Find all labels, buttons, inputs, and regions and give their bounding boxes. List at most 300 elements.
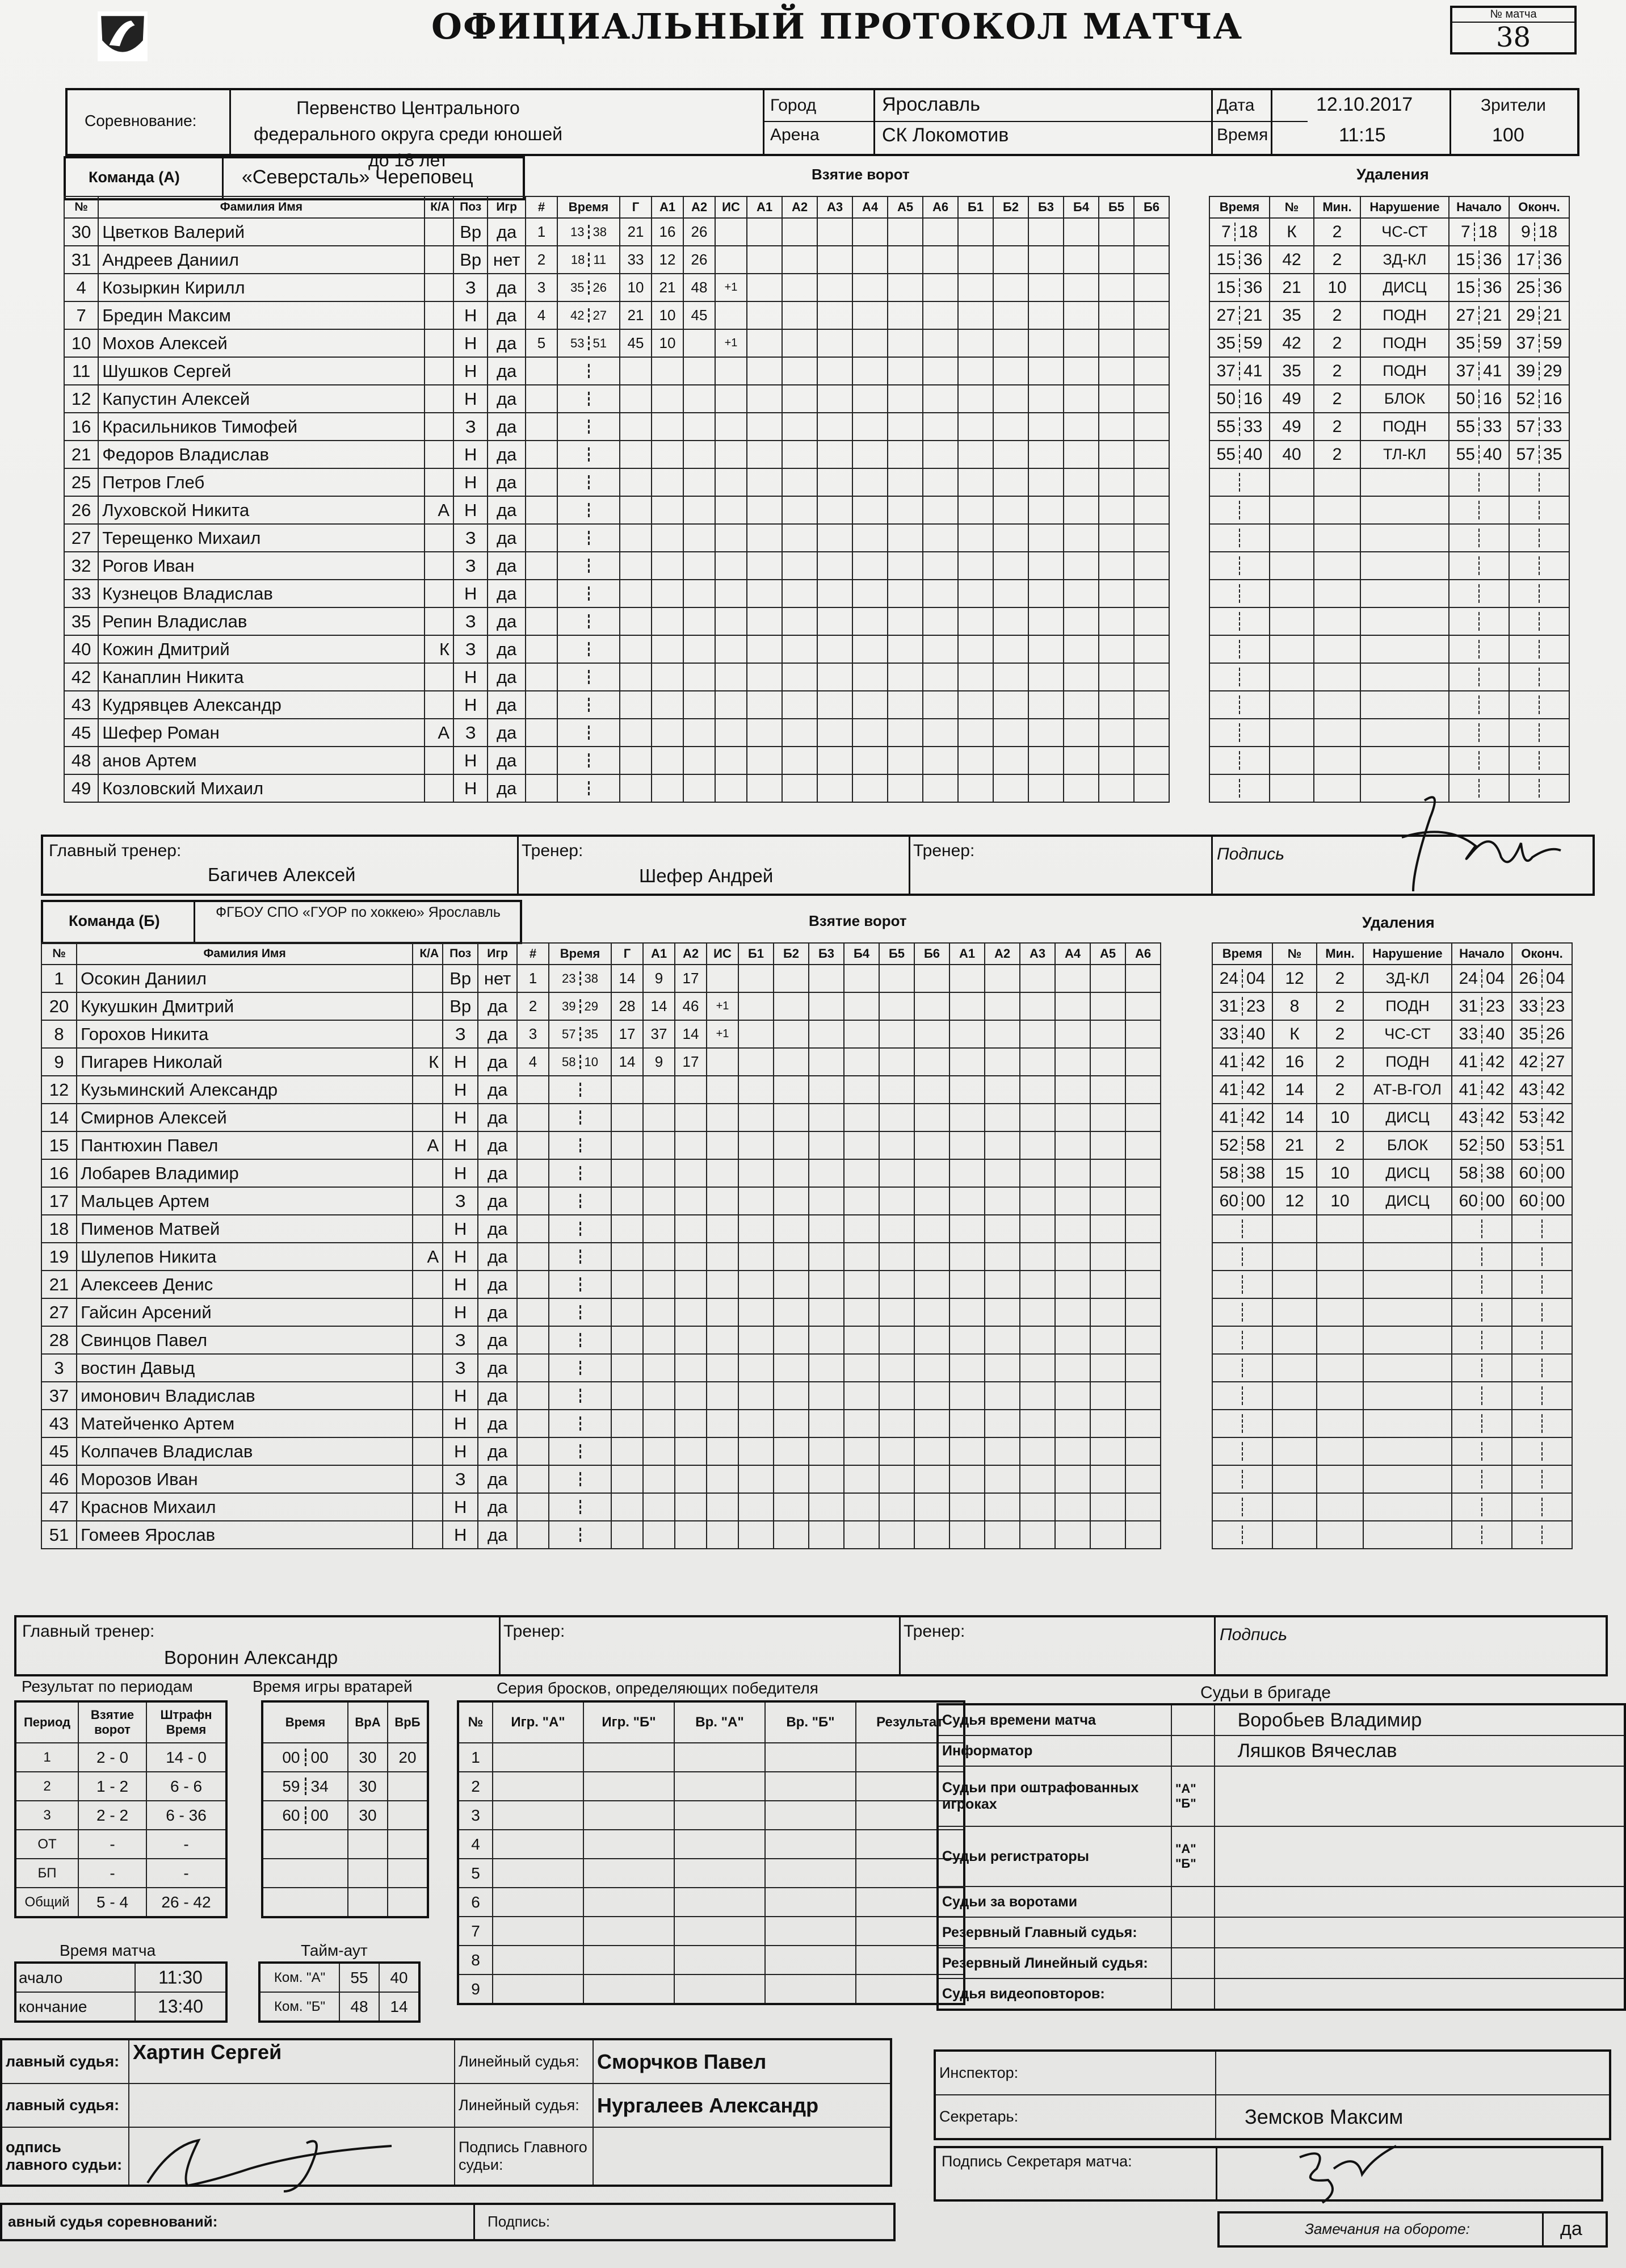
goal-line-cell	[852, 413, 888, 441]
goal-line-cell	[958, 552, 993, 580]
goal-line-cell	[1090, 1465, 1125, 1493]
table-row	[41, 1465, 517, 1493]
penalty-minute: 55	[1216, 417, 1236, 436]
goal-line-cell	[774, 1382, 809, 1410]
notes-label: Замечания на обороте:	[1305, 2220, 1470, 2237]
goalie-min: 60	[282, 1806, 300, 1824]
table-row	[64, 301, 526, 329]
goal-line-cell	[738, 1521, 774, 1549]
shootout-cell	[765, 1801, 856, 1830]
penalty-violation	[1363, 1271, 1452, 1298]
goal-assist-2	[675, 1521, 707, 1549]
penalty-player	[1270, 635, 1314, 663]
goal-situation	[707, 1215, 738, 1243]
penalty-end	[1509, 580, 1569, 607]
goal-line-cell	[1064, 552, 1099, 580]
goal-line-cell	[782, 663, 817, 691]
goal-line-cell	[844, 992, 879, 1020]
goal-time	[557, 663, 620, 691]
penalty-end	[1509, 607, 1569, 635]
player-name: Свинцов Павел	[77, 1326, 413, 1354]
goal-line-cell	[817, 607, 852, 635]
goal-time	[557, 218, 620, 246]
goal-line-cell	[809, 1521, 844, 1549]
goal-number	[517, 1187, 549, 1215]
goalies-title: Время игры вратарей	[253, 1678, 413, 1695]
goal-number: 1	[517, 965, 549, 992]
penalty-end	[1512, 1437, 1572, 1465]
team-b-penalties-title: Удаления	[1362, 914, 1435, 931]
goal-line-cell	[985, 1354, 1020, 1382]
penalty-row	[1209, 663, 1569, 691]
goal-scorer	[611, 1465, 643, 1493]
goal-line-cell	[1055, 1076, 1090, 1104]
goalie-sec: 00	[310, 1806, 329, 1824]
player-role	[425, 774, 453, 802]
goal-line-cell	[844, 1354, 879, 1382]
goal-line-cell	[809, 1076, 844, 1104]
goal-line-cell	[1134, 468, 1169, 496]
goal-scorer	[611, 1076, 643, 1104]
player-position: З	[453, 552, 488, 580]
penalty-time	[1212, 1271, 1272, 1298]
goal-line-cell	[1055, 1215, 1090, 1243]
goal-line-cell	[1090, 1048, 1125, 1076]
team-a-coaches	[41, 835, 1595, 896]
penalty-minutes	[1317, 1437, 1363, 1465]
player-role	[413, 992, 443, 1020]
penalty-begin	[1452, 1131, 1512, 1159]
goal-time	[557, 329, 620, 357]
player-played: да	[478, 1048, 517, 1076]
penalty-row	[1212, 1298, 1572, 1326]
goalie-time	[262, 1859, 348, 1888]
goal-line-cell	[747, 496, 782, 524]
penalty-minutes: 10	[1317, 1104, 1363, 1131]
player-number: 48	[64, 747, 98, 774]
goal-line-cell	[738, 965, 774, 992]
goal-line-cell	[949, 1521, 985, 1549]
penalty-end	[1512, 1493, 1572, 1521]
goal-time	[557, 413, 620, 441]
goal-time	[549, 992, 611, 1020]
goal-line-cell	[914, 1298, 949, 1326]
penalty-begin	[1449, 496, 1509, 524]
roster-header-play: Игр	[488, 196, 526, 218]
goal-minute: 18	[570, 252, 585, 267]
penalty-violation: ПОДН	[1360, 329, 1449, 357]
team-a-coach: Багичев Алексей	[208, 864, 356, 885]
penalty-minutes	[1314, 607, 1360, 635]
goal-line-cell	[844, 1187, 879, 1215]
shootout-cell	[765, 1974, 856, 2004]
goals-header-line: А2	[782, 196, 817, 218]
goal-line-cell	[1020, 1437, 1055, 1465]
goal-assist-2	[683, 441, 715, 468]
goal-line-cell	[1028, 218, 1064, 246]
player-position: Н	[443, 1382, 478, 1410]
table-row	[64, 357, 526, 385]
goal-assist-2	[683, 385, 715, 413]
goal-line-cell	[1125, 1493, 1161, 1521]
goal-line-cell	[817, 691, 852, 719]
goal-scorer	[611, 1131, 643, 1159]
penalty-violation	[1360, 607, 1449, 635]
goal-assist-2	[675, 1437, 707, 1465]
goal-assist-1	[652, 663, 683, 691]
goal-line-cell	[774, 1215, 809, 1243]
info-block	[65, 88, 1579, 170]
player-played: нет	[488, 246, 526, 274]
goal-line-cell	[1020, 992, 1055, 1020]
player-played: да	[478, 1159, 517, 1187]
player-name: Гайсин Арсений	[77, 1298, 413, 1326]
goal-line-cell	[782, 441, 817, 468]
goal-assist-1	[643, 1159, 675, 1187]
goal-line-cell	[993, 385, 1028, 413]
penalty-begin	[1452, 1048, 1512, 1076]
team-b-penalties-table	[1212, 942, 1573, 1549]
goal-line-cell	[774, 992, 809, 1020]
penalty-row	[1212, 1410, 1572, 1437]
penalty-begin-sec: 36	[1483, 250, 1502, 269]
team-a-goals-table	[525, 196, 1170, 803]
penalty-begin	[1452, 1298, 1512, 1326]
arena-label: Арена	[770, 125, 820, 144]
player-role	[425, 413, 453, 441]
penalty-end-min: 17	[1516, 250, 1535, 269]
penalty-row	[1209, 580, 1569, 607]
penalty-player	[1272, 1410, 1317, 1437]
penalty-minutes	[1317, 1382, 1363, 1410]
player-position: Н	[453, 357, 488, 385]
goal-line-cell	[1055, 1131, 1090, 1159]
penalty-end	[1512, 1076, 1572, 1104]
player-role	[413, 1104, 443, 1131]
team-a-coach2: Шефер Андрей	[639, 865, 774, 886]
penalty-violation	[1360, 496, 1449, 524]
penalty-time	[1212, 1104, 1272, 1131]
goal-line-cell	[993, 552, 1028, 580]
player-number: 35	[64, 607, 98, 635]
penalty-violation	[1363, 1465, 1452, 1493]
goal-line-cell	[1090, 1243, 1125, 1271]
penalty-begin	[1452, 1465, 1512, 1493]
goal-assist-2: 17	[675, 965, 707, 992]
goal-line-cell	[852, 607, 888, 635]
goal-assist-1	[652, 691, 683, 719]
goal-line-cell	[985, 1465, 1020, 1493]
goal-assist-1: 16	[652, 218, 683, 246]
goal-line-cell	[958, 747, 993, 774]
goal-row	[517, 1048, 1161, 1076]
goal-line-cell	[1055, 992, 1090, 1020]
table-row	[41, 1493, 517, 1521]
officials-title: Судьи в бригаде	[1200, 1683, 1331, 1702]
penalty-row	[1212, 1104, 1572, 1131]
player-name: Андреев Даниил	[98, 246, 424, 274]
goal-line-cell	[1099, 274, 1134, 301]
penalty-end	[1512, 1243, 1572, 1271]
goals-header-line: А5	[1090, 943, 1125, 965]
penalty-end	[1509, 552, 1569, 580]
shootout-cell	[765, 1946, 856, 1974]
goal-scorer	[611, 1104, 643, 1131]
table-row	[41, 1326, 517, 1354]
roster-header-num: №	[64, 196, 98, 218]
goal-second: 26	[593, 280, 607, 295]
shootout-cell	[674, 1946, 765, 1974]
goal-line-cell	[914, 1076, 949, 1104]
goal-number	[517, 1243, 549, 1271]
goal-assist-2	[675, 1382, 707, 1410]
shootout-cell	[583, 1830, 674, 1859]
goal-row	[526, 246, 1169, 274]
shootout-cell	[674, 1743, 765, 1772]
goal-assist-1	[652, 607, 683, 635]
period-row	[15, 1743, 226, 1772]
player-played: да	[488, 357, 526, 385]
goal-line-cell	[852, 301, 888, 329]
goal-line-cell	[1125, 1243, 1161, 1271]
goal-number	[526, 468, 557, 496]
goal-line-cell	[817, 496, 852, 524]
penalty-begin	[1452, 1354, 1512, 1382]
player-role	[425, 329, 453, 357]
goal-line-cell	[879, 1521, 914, 1549]
goal-line-cell	[1090, 1326, 1125, 1354]
goalie-b: 20	[388, 1743, 428, 1772]
goal-line-cell	[817, 357, 852, 385]
penalty-minute: 7	[1221, 222, 1231, 241]
player-number: 10	[64, 329, 98, 357]
player-role	[413, 1187, 443, 1215]
goal-line-cell	[993, 524, 1028, 552]
goal-line-cell	[1028, 385, 1064, 413]
goal-assist-2: 26	[683, 246, 715, 274]
player-played: да	[488, 552, 526, 580]
penalty-player	[1272, 1243, 1317, 1271]
goal-line-cell	[1020, 1159, 1055, 1187]
inspector-value	[1216, 2051, 1610, 2095]
goal-line-cell	[1099, 329, 1134, 357]
official-label: Резервный Линейный судья:	[938, 1948, 1171, 1978]
goal-line-cell	[985, 1437, 1020, 1465]
goal-line-cell	[914, 1354, 949, 1382]
goal-line-cell	[1020, 1298, 1055, 1326]
player-name: Кожин Дмитрий	[98, 635, 424, 663]
table-row	[41, 1048, 517, 1076]
goal-time	[549, 1521, 611, 1549]
goal-line-cell	[852, 496, 888, 524]
goal-line-cell	[993, 246, 1028, 274]
goal-line-cell	[1099, 580, 1134, 607]
goal-situation	[707, 1493, 738, 1521]
goal-situation	[715, 719, 747, 747]
penalty-player: 15	[1272, 1159, 1317, 1187]
goal-line-cell	[1099, 413, 1134, 441]
main-referee-signature	[136, 2129, 409, 2197]
goal-line-cell	[1125, 1298, 1161, 1326]
goal-time	[549, 965, 611, 992]
goal-time	[549, 1159, 611, 1187]
penalty-violation: ЗД-КЛ	[1363, 965, 1452, 992]
shootout-cell	[765, 1888, 856, 1917]
goalie-row	[262, 1772, 428, 1801]
goal-row	[526, 607, 1169, 635]
competition-referee-row	[0, 2203, 896, 2241]
goal-row	[517, 1271, 1161, 1298]
goal-line-cell	[782, 246, 817, 274]
penalty-begin-sec: 42	[1486, 1052, 1505, 1071]
goal-assist-2	[675, 1159, 707, 1187]
official-label: Судья видеоповторов:	[938, 1978, 1171, 2010]
penalty-violation: ПОДН	[1360, 413, 1449, 441]
goal-assist-1	[643, 1271, 675, 1298]
player-number: 46	[41, 1465, 77, 1493]
goal-line-cell	[809, 1326, 844, 1354]
penalty-minutes	[1314, 496, 1360, 524]
referees-table	[0, 2038, 892, 2187]
shootout-cell	[765, 1772, 856, 1801]
player-played: да	[488, 580, 526, 607]
goal-line-cell	[782, 468, 817, 496]
penalty-begin	[1449, 274, 1509, 301]
goal-line-cell	[852, 552, 888, 580]
player-name: востин Давыд	[77, 1354, 413, 1382]
goal-number	[526, 441, 557, 468]
penalty-row	[1209, 719, 1569, 747]
goal-line-cell	[888, 524, 923, 552]
goal-line-cell	[879, 992, 914, 1020]
goal-line-cell	[1020, 1354, 1055, 1382]
player-number: 15	[41, 1131, 77, 1159]
shootout-cell	[674, 1974, 765, 2004]
goal-line-cell	[774, 1131, 809, 1159]
goal-assist-2	[675, 1076, 707, 1104]
goal-assist-1: 12	[652, 246, 683, 274]
table-row	[64, 218, 526, 246]
player-position: З	[453, 413, 488, 441]
goal-line-cell	[852, 719, 888, 747]
goal-row	[517, 1104, 1161, 1131]
player-role	[425, 441, 453, 468]
goal-line-cell	[809, 1437, 844, 1465]
goal-scorer	[620, 357, 652, 385]
player-number: 47	[41, 1493, 77, 1521]
goal-scorer	[611, 1521, 643, 1549]
pen-header-min: Мин.	[1317, 943, 1363, 965]
penalty-player: 14	[1272, 1104, 1317, 1131]
notes-row	[1217, 2211, 1608, 2248]
official-label: Судьи при оштрафованных игроках	[938, 1766, 1171, 1826]
penalty-minutes	[1317, 1271, 1363, 1298]
periods-table	[14, 1700, 228, 1918]
shootout-cell	[493, 1743, 583, 1772]
penalty-row	[1209, 441, 1569, 468]
goal-assist-2	[675, 1298, 707, 1326]
player-number: 21	[41, 1271, 77, 1298]
goals-header-line: А1	[747, 196, 782, 218]
goal-situation	[715, 246, 747, 274]
goal-line-cell	[923, 607, 958, 635]
inspector-label: Инспектор:	[935, 2051, 1216, 2095]
penalty-row	[1209, 496, 1569, 524]
goalie-sec: 00	[310, 1748, 329, 1766]
goal-scorer	[620, 774, 652, 802]
penalty-time	[1209, 385, 1270, 413]
penalty-end	[1512, 1159, 1572, 1187]
goal-row	[526, 301, 1169, 329]
team-b-header	[41, 900, 522, 944]
goal-line-cell	[879, 1271, 914, 1298]
goal-line-cell	[958, 607, 993, 635]
goal-assist-1	[643, 1298, 675, 1326]
goal-line-cell	[817, 413, 852, 441]
penalty-player	[1272, 1354, 1317, 1382]
player-played: да	[488, 274, 526, 301]
official-label: Судьи регистраторы	[938, 1826, 1171, 1886]
goal-time	[549, 1020, 611, 1048]
goal-line-cell	[914, 1521, 949, 1549]
goal-assist-1	[643, 1326, 675, 1354]
goal-number	[517, 1465, 549, 1493]
goal-assist-2: 45	[683, 301, 715, 329]
goal-assist-2	[675, 1131, 707, 1159]
goal-row	[517, 1076, 1161, 1104]
goal-number	[526, 385, 557, 413]
penalty-minutes	[1314, 468, 1360, 496]
penalty-minute: 41	[1219, 1108, 1238, 1127]
goal-number: 2	[517, 992, 549, 1020]
goal-row	[517, 1493, 1161, 1521]
table-row	[41, 1298, 517, 1326]
goal-line-cell	[1099, 663, 1134, 691]
penalty-end	[1509, 635, 1569, 663]
goal-line-cell	[958, 218, 993, 246]
goal-assist-2: 26	[683, 218, 715, 246]
penalty-begin	[1452, 1437, 1512, 1465]
player-position: Н	[453, 663, 488, 691]
goal-line-cell	[1064, 441, 1099, 468]
goal-number	[526, 691, 557, 719]
pen-header-num: №	[1270, 196, 1314, 218]
penalty-time	[1209, 496, 1270, 524]
goal-line-cell	[1020, 1326, 1055, 1354]
penalty-end-sec: 42	[1546, 1080, 1565, 1099]
goal-line-cell	[879, 1104, 914, 1131]
player-number: 27	[64, 524, 98, 552]
goal-line-cell	[985, 1076, 1020, 1104]
goals-header-line: Б2	[993, 196, 1028, 218]
table-row	[41, 1243, 517, 1271]
goal-line-cell	[809, 1187, 844, 1215]
goal-situation	[707, 1104, 738, 1131]
goal-scorer	[611, 1159, 643, 1187]
date-label: Дата	[1217, 96, 1255, 115]
penalty-time	[1212, 1215, 1272, 1243]
period-name: ОТ	[15, 1830, 78, 1859]
goal-line-cell	[958, 580, 993, 607]
shootout-row	[458, 1801, 964, 1830]
penalty-begin	[1452, 965, 1512, 992]
player-role	[425, 524, 453, 552]
goalie-sec: 34	[310, 1777, 329, 1795]
goal-line-cell	[1090, 1437, 1125, 1465]
goal-line-cell	[738, 1298, 774, 1326]
player-role: А	[413, 1243, 443, 1271]
player-played: да	[478, 1187, 517, 1215]
